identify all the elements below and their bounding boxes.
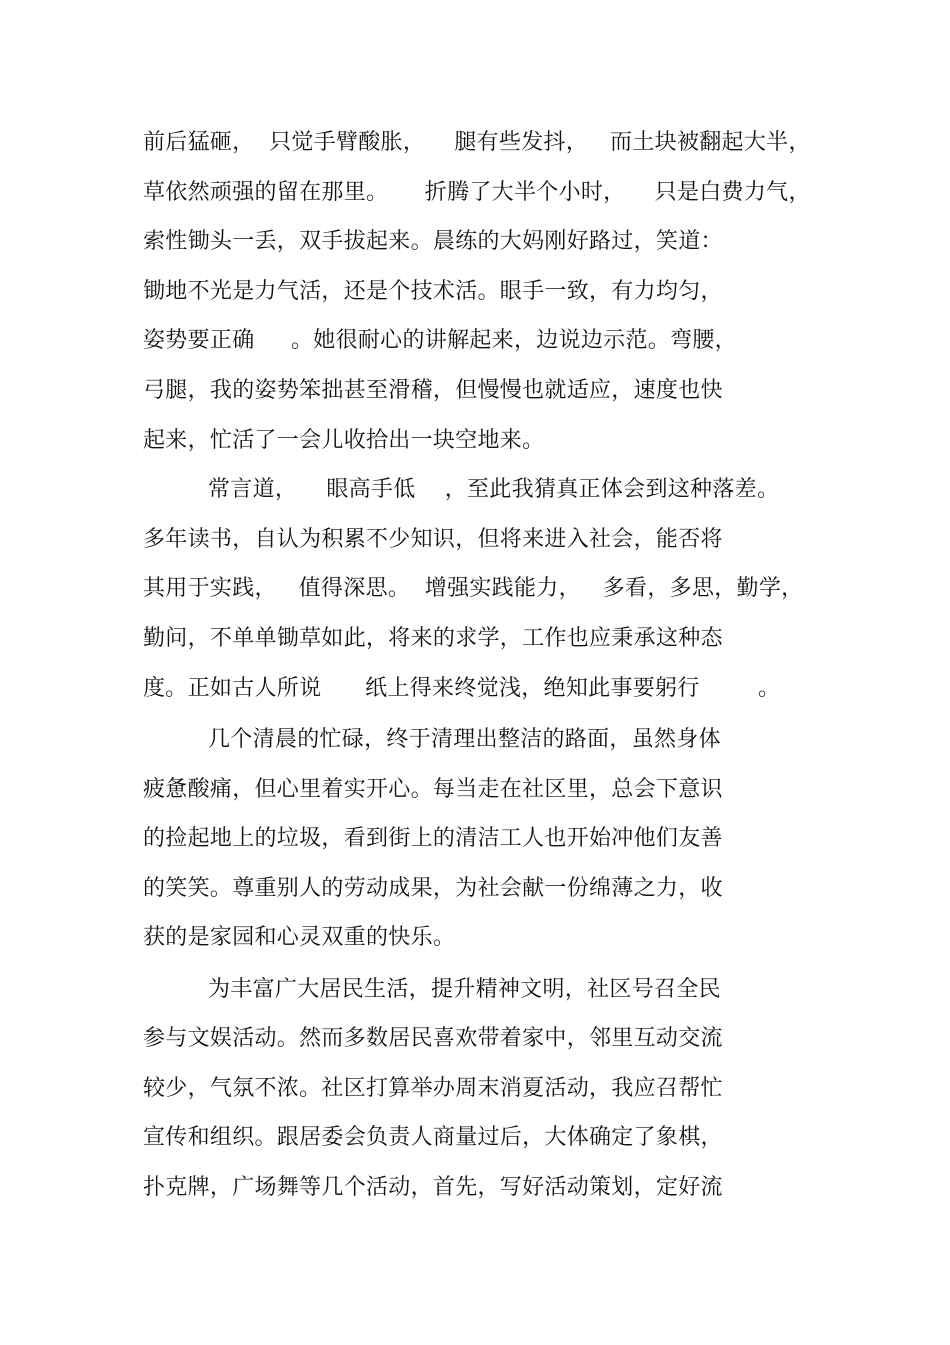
text-line: 疲惫酸痛，但心里着实开心。每当走在社区里，总会下意识 bbox=[143, 777, 723, 802]
text-line: 宣传和组织。跟居委会负责人商量过后，大体确定了象棋， bbox=[143, 1125, 723, 1150]
text-line: 草依然顽强的留在那里。 折腾了大半个小时， 只是白费力气， bbox=[143, 180, 811, 205]
paragraph-first-line: 常言道， 眼高手低 ，至此我猜真正体会到这种落差。 bbox=[208, 477, 780, 502]
text-line: 的笑笑。尊重别人的劳动成果，为社会献一份绵薄之力，收 bbox=[143, 876, 723, 901]
text-line: 索性锄头一丢，双手拔起来。晨练的大妈刚好路过，笑道： bbox=[143, 229, 723, 254]
text-line: 起来，忙活了一会儿收拾出一块空地来。 bbox=[143, 428, 545, 453]
text-line: 前后猛砸， 只觉手臂酸胀， 腿有些发抖， 而土块被翻起大半， bbox=[143, 130, 811, 155]
text-line: 较少，气氛不浓。社区打算举办周末消夏活动，我应召帮忙 bbox=[143, 1076, 723, 1101]
text-line: 姿势要正确 。她很耐心的讲解起来，边说边示范。弯腰， bbox=[143, 328, 737, 353]
paragraph-first-line: 为丰富广大居民生活，提升精神文明，社区号召全民 bbox=[208, 977, 721, 1002]
text-line: 勤问，不单单锄草如此，将来的求学，工作也应秉承这种态 bbox=[143, 626, 723, 651]
text-line: 弓腿，我的姿势笨拙甚至滑稽，但慢慢也就适应，速度也快 bbox=[143, 378, 723, 403]
text-line: 度。正如古人所说 纸上得来终觉浅，绝知此事要躬行 。 bbox=[143, 676, 781, 701]
text-line: 锄地不光是力气活，还是个技术活。眼手一致，有力均匀， bbox=[143, 279, 723, 304]
text-line: 参与文娱活动。然而多数居民喜欢带着家中，邻里互动交流 bbox=[143, 1026, 723, 1051]
text-line: 多年读书，自认为积累不少知识，但将来进入社会，能否将 bbox=[143, 527, 723, 552]
text-line: 扑克牌，广场舞等几个活动，首先，写好活动策划，定好流 bbox=[143, 1175, 723, 1200]
text-line: 的捡起地上的垃圾，看到街上的清洁工人也开始冲他们友善 bbox=[143, 826, 723, 851]
text-line: 其用于实践， 值得深思。 增强实践能力， 多看，多思，勤学， bbox=[143, 576, 804, 601]
text-line: 获的是家园和心灵双重的快乐。 bbox=[143, 925, 456, 950]
paragraph-first-line: 几个清晨的忙碌，终于清理出整洁的路面，虽然身体 bbox=[208, 727, 721, 752]
